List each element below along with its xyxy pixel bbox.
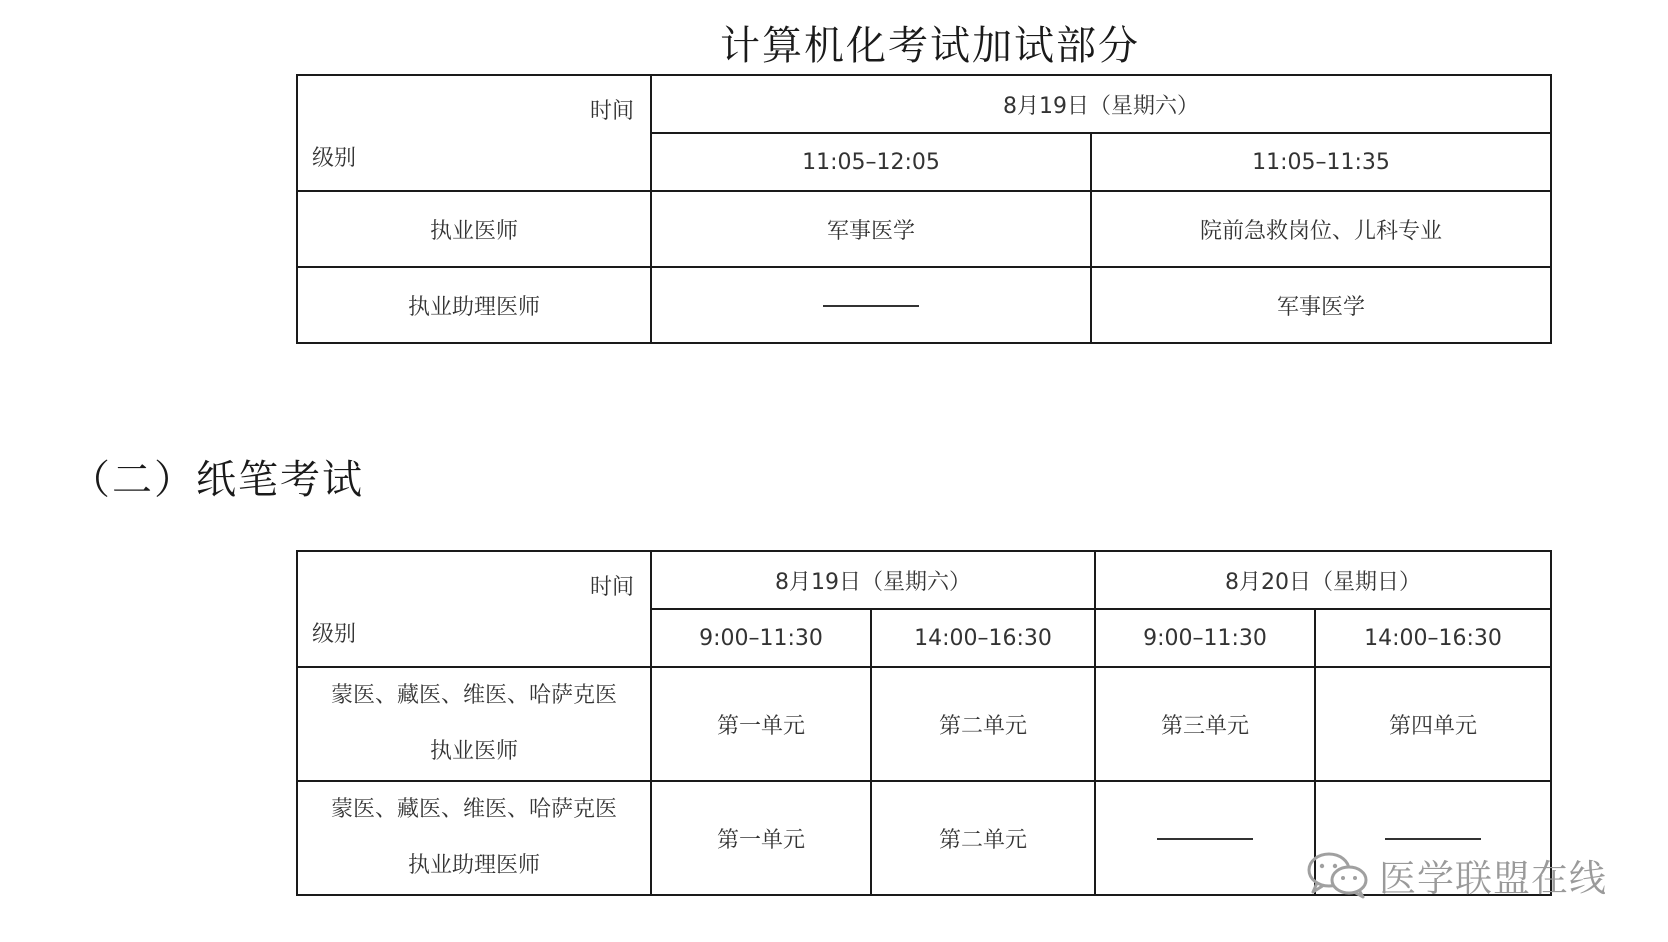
time-header: 14:00–16:30 bbox=[871, 609, 1095, 667]
section2-heading: （二）纸笔考试 bbox=[70, 457, 364, 503]
time-header: 9:00–11:30 bbox=[1095, 609, 1315, 667]
corner-time-label: 时间 bbox=[589, 575, 634, 600]
level-line: 蒙医、藏医、维医、哈萨克医 bbox=[330, 683, 617, 708]
empty-cell bbox=[1095, 781, 1315, 895]
level-cell: 执业助理医师 bbox=[297, 267, 651, 343]
time-header: 9:00–11:30 bbox=[651, 609, 871, 667]
time-header: 11:05–11:35 bbox=[1091, 133, 1551, 191]
subject-cell: 军事医学 bbox=[651, 191, 1091, 267]
unit-cell: 第四单元 bbox=[1315, 667, 1551, 781]
computer-exam-table bbox=[296, 74, 1552, 344]
level-cell bbox=[297, 781, 651, 895]
dash-placeholder bbox=[1157, 838, 1253, 840]
empty-cell bbox=[651, 267, 1091, 343]
corner-time-label: 时间 bbox=[589, 99, 634, 124]
level-line: 执业助理医师 bbox=[407, 853, 540, 878]
subject-cell: 院前急救岗位、儿科专业 bbox=[1091, 191, 1551, 267]
dash-placeholder bbox=[1385, 838, 1481, 840]
wechat-icon bbox=[1305, 850, 1371, 900]
corner-level-label: 级别 bbox=[312, 622, 357, 647]
time-header: 11:05–12:05 bbox=[651, 133, 1091, 191]
date-header: 8月19日（星期六） bbox=[651, 551, 1095, 609]
dash-placeholder bbox=[823, 305, 919, 307]
level-cell bbox=[297, 667, 651, 781]
level-line: 蒙医、藏医、维医、哈萨克医 bbox=[330, 797, 617, 822]
corner-level-label: 级别 bbox=[312, 146, 357, 171]
unit-cell: 第二单元 bbox=[871, 667, 1095, 781]
date-header: 8月20日（星期日） bbox=[1095, 551, 1551, 609]
time-header: 14:00–16:30 bbox=[1315, 609, 1551, 667]
level-cell: 执业医师 bbox=[297, 191, 651, 267]
section1-title: 计算机化考试加试部分 bbox=[720, 23, 1140, 69]
unit-cell: 第三单元 bbox=[1095, 667, 1315, 781]
date-header: 8月19日（星期六） bbox=[651, 75, 1551, 133]
unit-cell: 第二单元 bbox=[871, 781, 1095, 895]
unit-cell: 第一单元 bbox=[651, 781, 871, 895]
table2-corner-cell bbox=[297, 551, 651, 667]
watermark bbox=[1305, 848, 1607, 902]
watermark-text: 医学联盟在线 bbox=[1379, 857, 1607, 900]
paper-exam-table bbox=[296, 550, 1552, 896]
table1-corner-cell bbox=[297, 75, 651, 191]
level-line: 执业医师 bbox=[429, 739, 518, 764]
subject-cell: 军事医学 bbox=[1091, 267, 1551, 343]
unit-cell: 第一单元 bbox=[651, 667, 871, 781]
